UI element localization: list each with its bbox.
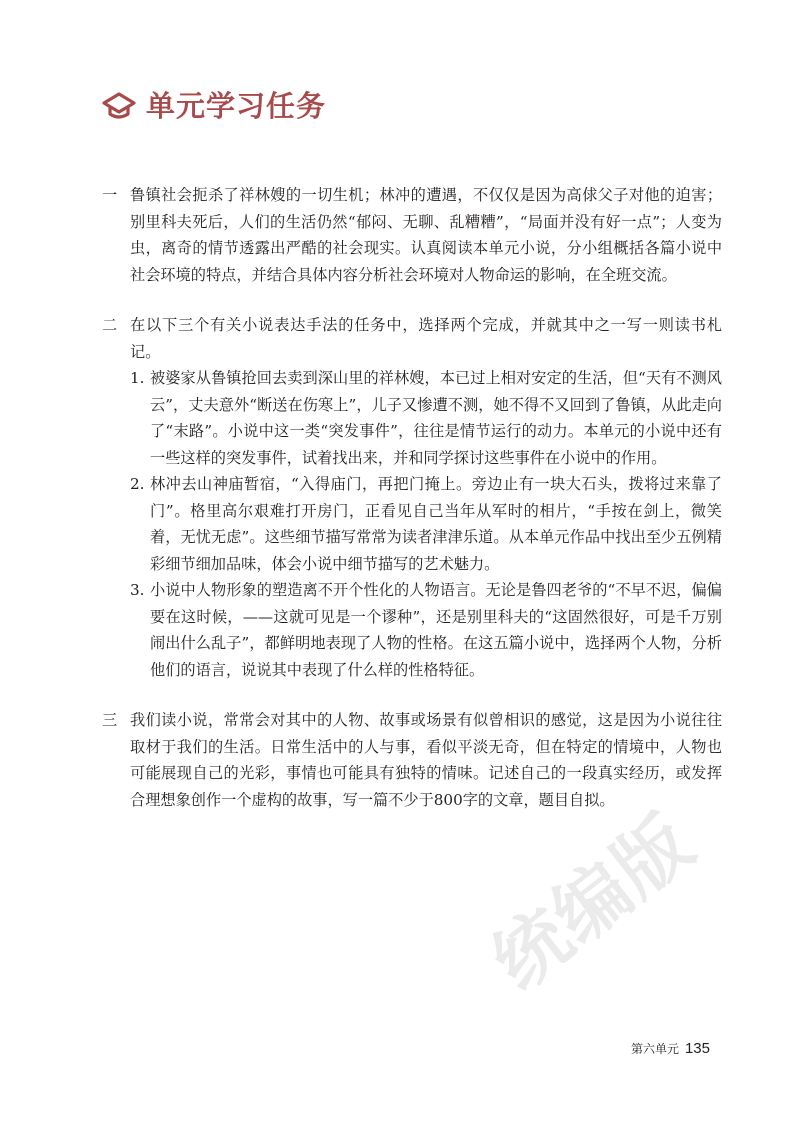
task-2-number: 二 [102,316,118,334]
subtask-3 [130,577,722,683]
footer-unit-label: 第六单元 [630,1042,679,1056]
page-footer [631,1040,710,1057]
task-3-number: 三 [102,711,118,729]
watermark: 统编版 [477,798,710,1007]
page-title: 单元学习任务 [146,89,327,123]
task-3-text: 我们读小说，常常会对其中的人物、故事或场景有似曾相识的感觉，这是因为小说往往取材于我们的生活。日常生活中的人与事，看似平淡无奇，但在特定的情境中，人物也可能展现自己的光彩，事情也可能具有独特的情味。记述自己的一段真实经历，或发挥合理想象创作一个虚构的故事，写一篇不少于800字的文章，题目自拟。 [130,711,722,809]
task-3 [102,707,722,813]
task-list [102,182,722,813]
subtask-2-number: 2. [130,475,145,493]
task-2 [102,312,722,683]
task-1-number: 一 [102,186,118,204]
subtask-3-text: 小说中人物形象的塑造离不开个性化的人物语言。无论是鲁四老爷的“不早不迟，偏偏要在这时候，——这就可见是一个谬种”，还是别里科夫的“这固然很好，可是千万别闹出什么乱子”，都鲜明地表现了人物的性格。在这五篇小说中，选择两个人物，分析他们的语言，说说其中表现了什么样的性格特征。 [150,581,722,679]
task-2-subtasks [130,365,722,683]
task-2-text: 在以下三个有关小说表达手法的任务中，选择两个完成，并就其中之一写一则读书札记。 [130,316,722,361]
graduation-cap-icon [102,91,136,121]
subtask-1-text: 被婆家从鲁镇抢回去卖到深山里的祥林嫂，本已过上相对安定的生活，但“天有不测风云”，丈夫意外“断送在伤寒上”，儿子又惨遭不测，她不得不又回到了鲁镇，从此走向了“末路”。小说中这一类“突发事件”，往往是情节运行的动力。本单元的小说中还有一些这样的突发事件，试着找出来，并和同学探讨这些事件在小说中的作用。 [150,369,722,467]
page-header [102,84,326,128]
task-1-text: 鲁镇社会扼杀了祥林嫂的一切生机；林冲的遭遇，不仅仅是因为高俅父子对他的迫害；别里科夫死后，人们的生活仍然“郁闷、无聊、乱糟糟”，“局面并没有好一点”；人变为虫，离奇的情节透露出严酷的社会现实。认真阅读本单元小说，分小组概括各篇小说中社会环境的特点，并结合具体内容分析社会环境对人物命运的影响，在全班交流。 [130,186,722,284]
page-number: 135 [684,1040,710,1057]
subtask-1 [130,365,722,471]
subtask-2 [130,471,722,577]
subtask-1-number: 1. [130,369,145,387]
subtask-2-text: 林冲去山神庙暂宿，“入得庙门，再把门掩上。旁边止有一块大石头，拨将过来靠了门”。格里高尔艰难打开房门，正看见自己当年从军时的相片，“手按在剑上，微笑着，无忧无虑”。这些细节描写常常为读者津津乐道。从本单元作品中找出至少五例精彩细节细加品味，体会小说中细节描写的艺术魅力。 [150,475,722,573]
task-1 [102,182,722,288]
subtask-3-number: 3. [130,581,145,599]
